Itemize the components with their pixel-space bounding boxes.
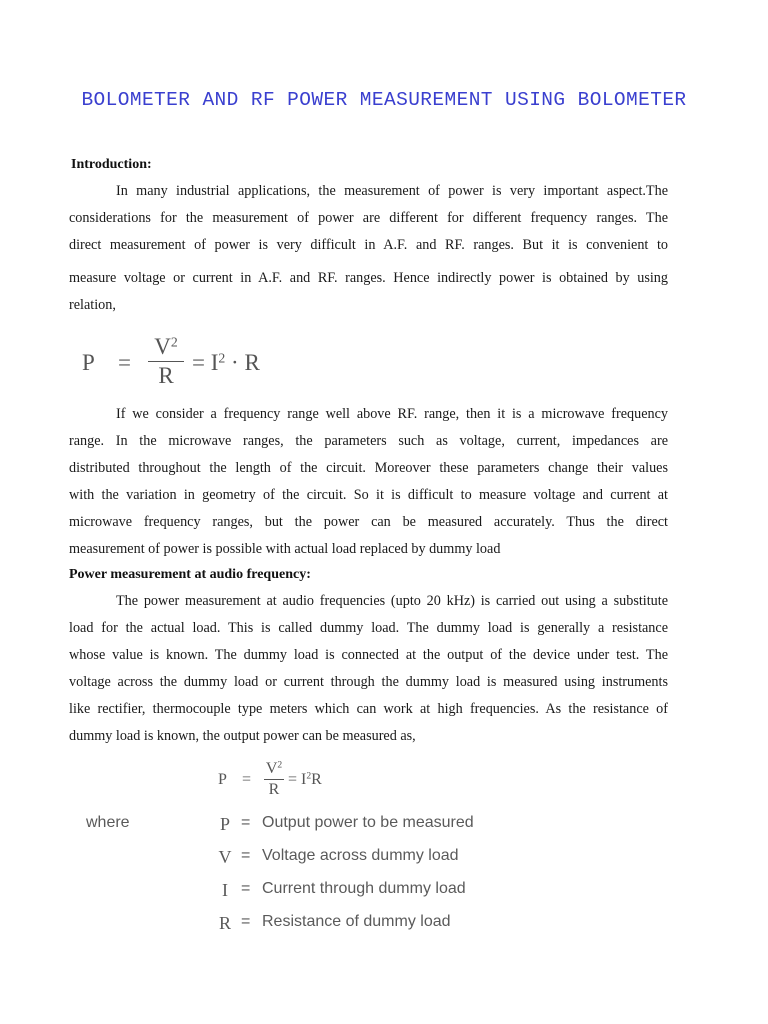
formula1-equals: = bbox=[118, 350, 131, 375]
definition-equals: = bbox=[241, 814, 251, 831]
formula1-lhs: P bbox=[82, 350, 95, 375]
definition-equals: = bbox=[241, 913, 251, 930]
definition-symbol: R bbox=[218, 913, 231, 933]
definition-text: Output power to be measured bbox=[262, 814, 474, 831]
intro-line: measure voltage or current in A.F. and RF. ranges. Hence indirectly power is obtained by using bbox=[69, 270, 668, 286]
af-line: dummy load is known, the output power can be measured as, bbox=[69, 728, 416, 744]
formula2-fraction bbox=[264, 760, 284, 799]
definition-equals: = bbox=[241, 880, 251, 897]
definition-text: Resistance of dummy load bbox=[262, 913, 451, 930]
formula1-rhs: = $I^2 \cdot R$ bbox=[192, 350, 260, 375]
definition-symbol: I bbox=[222, 880, 228, 900]
af-line: load for the actual load. This is called dummy load. The dummy load is generally a resistance bbox=[69, 620, 668, 636]
intro-line: relation, bbox=[69, 297, 116, 313]
introduction-paragraph bbox=[69, 178, 668, 319]
intro-line: considerations for the measurement of power are different for different frequency ranges. The bbox=[69, 210, 668, 226]
definition-equals: = bbox=[241, 847, 251, 864]
fraction-bar bbox=[264, 779, 284, 780]
af-line: The power measurement at audio frequencies (upto 20 kHz) is carried out using a substitute bbox=[116, 593, 668, 609]
formula2-lhs: P bbox=[218, 771, 227, 788]
formula2-denominator: R bbox=[268, 781, 280, 798]
document-title: BOLOMETER AND RF POWER MEASUREMENT USING BOLOMETER bbox=[81, 89, 687, 111]
microwave-paragraph bbox=[69, 401, 668, 563]
formula2-num-exponent: 2 bbox=[277, 759, 283, 771]
definition-symbol: P bbox=[219, 814, 230, 834]
para2-line: microwave frequency ranges, but the power can be measured accurately. Thus the direct bbox=[69, 514, 668, 530]
para2-line: range. In the microwave ranges, the parameters such as voltage, current, impedances are bbox=[69, 433, 668, 449]
para2-line: measurement of power is possible with actual load replaced by dummy load bbox=[69, 541, 501, 557]
intro-line: In many industrial applications, the measurement of power is very important aspect.The bbox=[116, 183, 668, 199]
formula1-fraction bbox=[148, 334, 184, 389]
af-line: voltage across the dummy load or current through the dummy load is measured using instruments bbox=[69, 674, 668, 690]
definition-text: Current through dummy load bbox=[262, 880, 466, 897]
formula1-num-exponent: 2 bbox=[170, 334, 178, 350]
audio-frequency-paragraph bbox=[69, 588, 668, 750]
definition-text: Voltage across dummy load bbox=[262, 847, 459, 864]
intro-line: direct measurement of power is very difficult in A.F. and RF. ranges. But it is convenient to bbox=[69, 237, 668, 253]
formula2-rhs: = $I^2R$ bbox=[288, 770, 322, 788]
definition-symbol: V bbox=[218, 847, 232, 867]
fraction-bar bbox=[148, 361, 184, 362]
af-line: whose value is known. The dummy load is connected at the output of the device under test. The bbox=[69, 647, 668, 663]
audio-frequency-heading: Power measurement at audio frequency: bbox=[69, 567, 311, 582]
formula1-denominator: R bbox=[158, 363, 174, 388]
formula2-numerator: V bbox=[265, 760, 278, 777]
af-line: like rectifier, thermocouple type meters which can work at high frequencies. As the resistance of bbox=[69, 701, 668, 717]
formula2-equals: = bbox=[242, 771, 252, 788]
introduction-heading: Introduction: bbox=[71, 157, 152, 172]
where-label: where bbox=[86, 814, 130, 831]
para2-line: with the variation in geometry of the circuit. So it is difficult to measure voltage and current at bbox=[69, 487, 668, 503]
formula1-numerator: V bbox=[154, 334, 171, 359]
para2-line: If we consider a frequency range well above RF. range, then it is a microwave frequency bbox=[116, 406, 668, 422]
para2-line: distributed throughout the length of the circuit. Moreover these parameters change their values bbox=[69, 460, 668, 476]
